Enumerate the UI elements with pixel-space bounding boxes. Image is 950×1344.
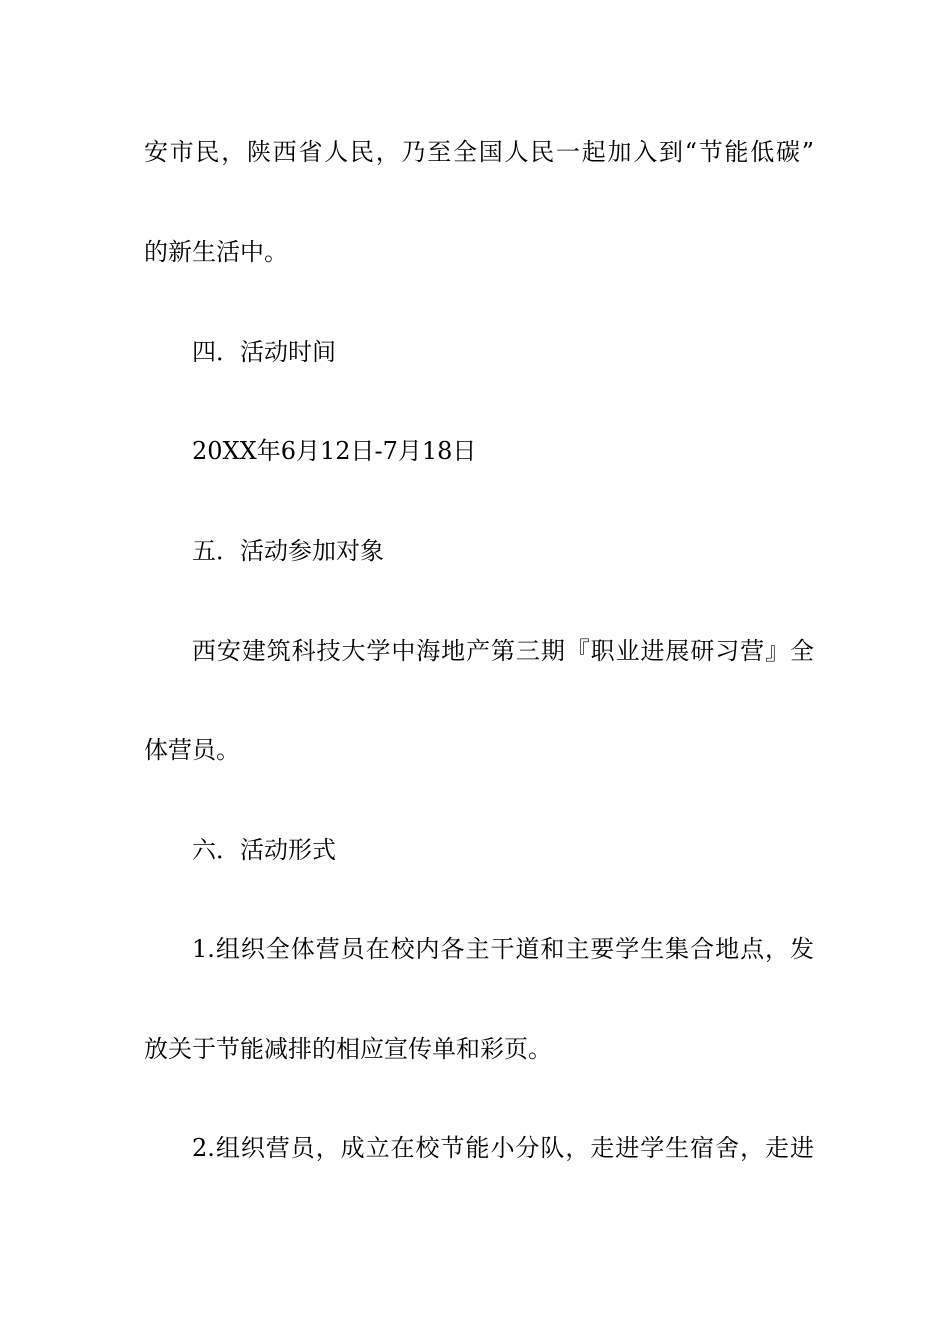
section-heading-participants: 五．活动参加对象 (192, 537, 384, 565)
activity-form-item-1-line-2: 放关于节能减排的相应宣传单和彩页。 (144, 1035, 552, 1063)
participants-line-2: 体营员。 (144, 736, 240, 764)
paragraph-line-continuation-2: 的新生活中。 (144, 238, 288, 266)
section-heading-activity-time: 四．活动时间 (192, 338, 336, 366)
activity-date-range: 20XX年6月12日-7月18日 (192, 437, 477, 465)
paragraph-line-continuation-1: 安市民，陕西省人民，乃至全国人民一起加入到“节能低碳” (144, 138, 814, 166)
activity-form-item-1-line-1: 1.组织全体营员在校内各主干道和主要学生集合地点，发 (192, 935, 814, 963)
activity-form-item-2-line-1: 2.组织营员，成立在校节能小分队，走进学生宿舍，走进 (192, 1134, 814, 1162)
section-heading-activity-form: 六．活动形式 (192, 836, 336, 864)
participants-line-1: 西安建筑科技大学中海地产第三期『职业进展研习营』全 (192, 637, 814, 665)
